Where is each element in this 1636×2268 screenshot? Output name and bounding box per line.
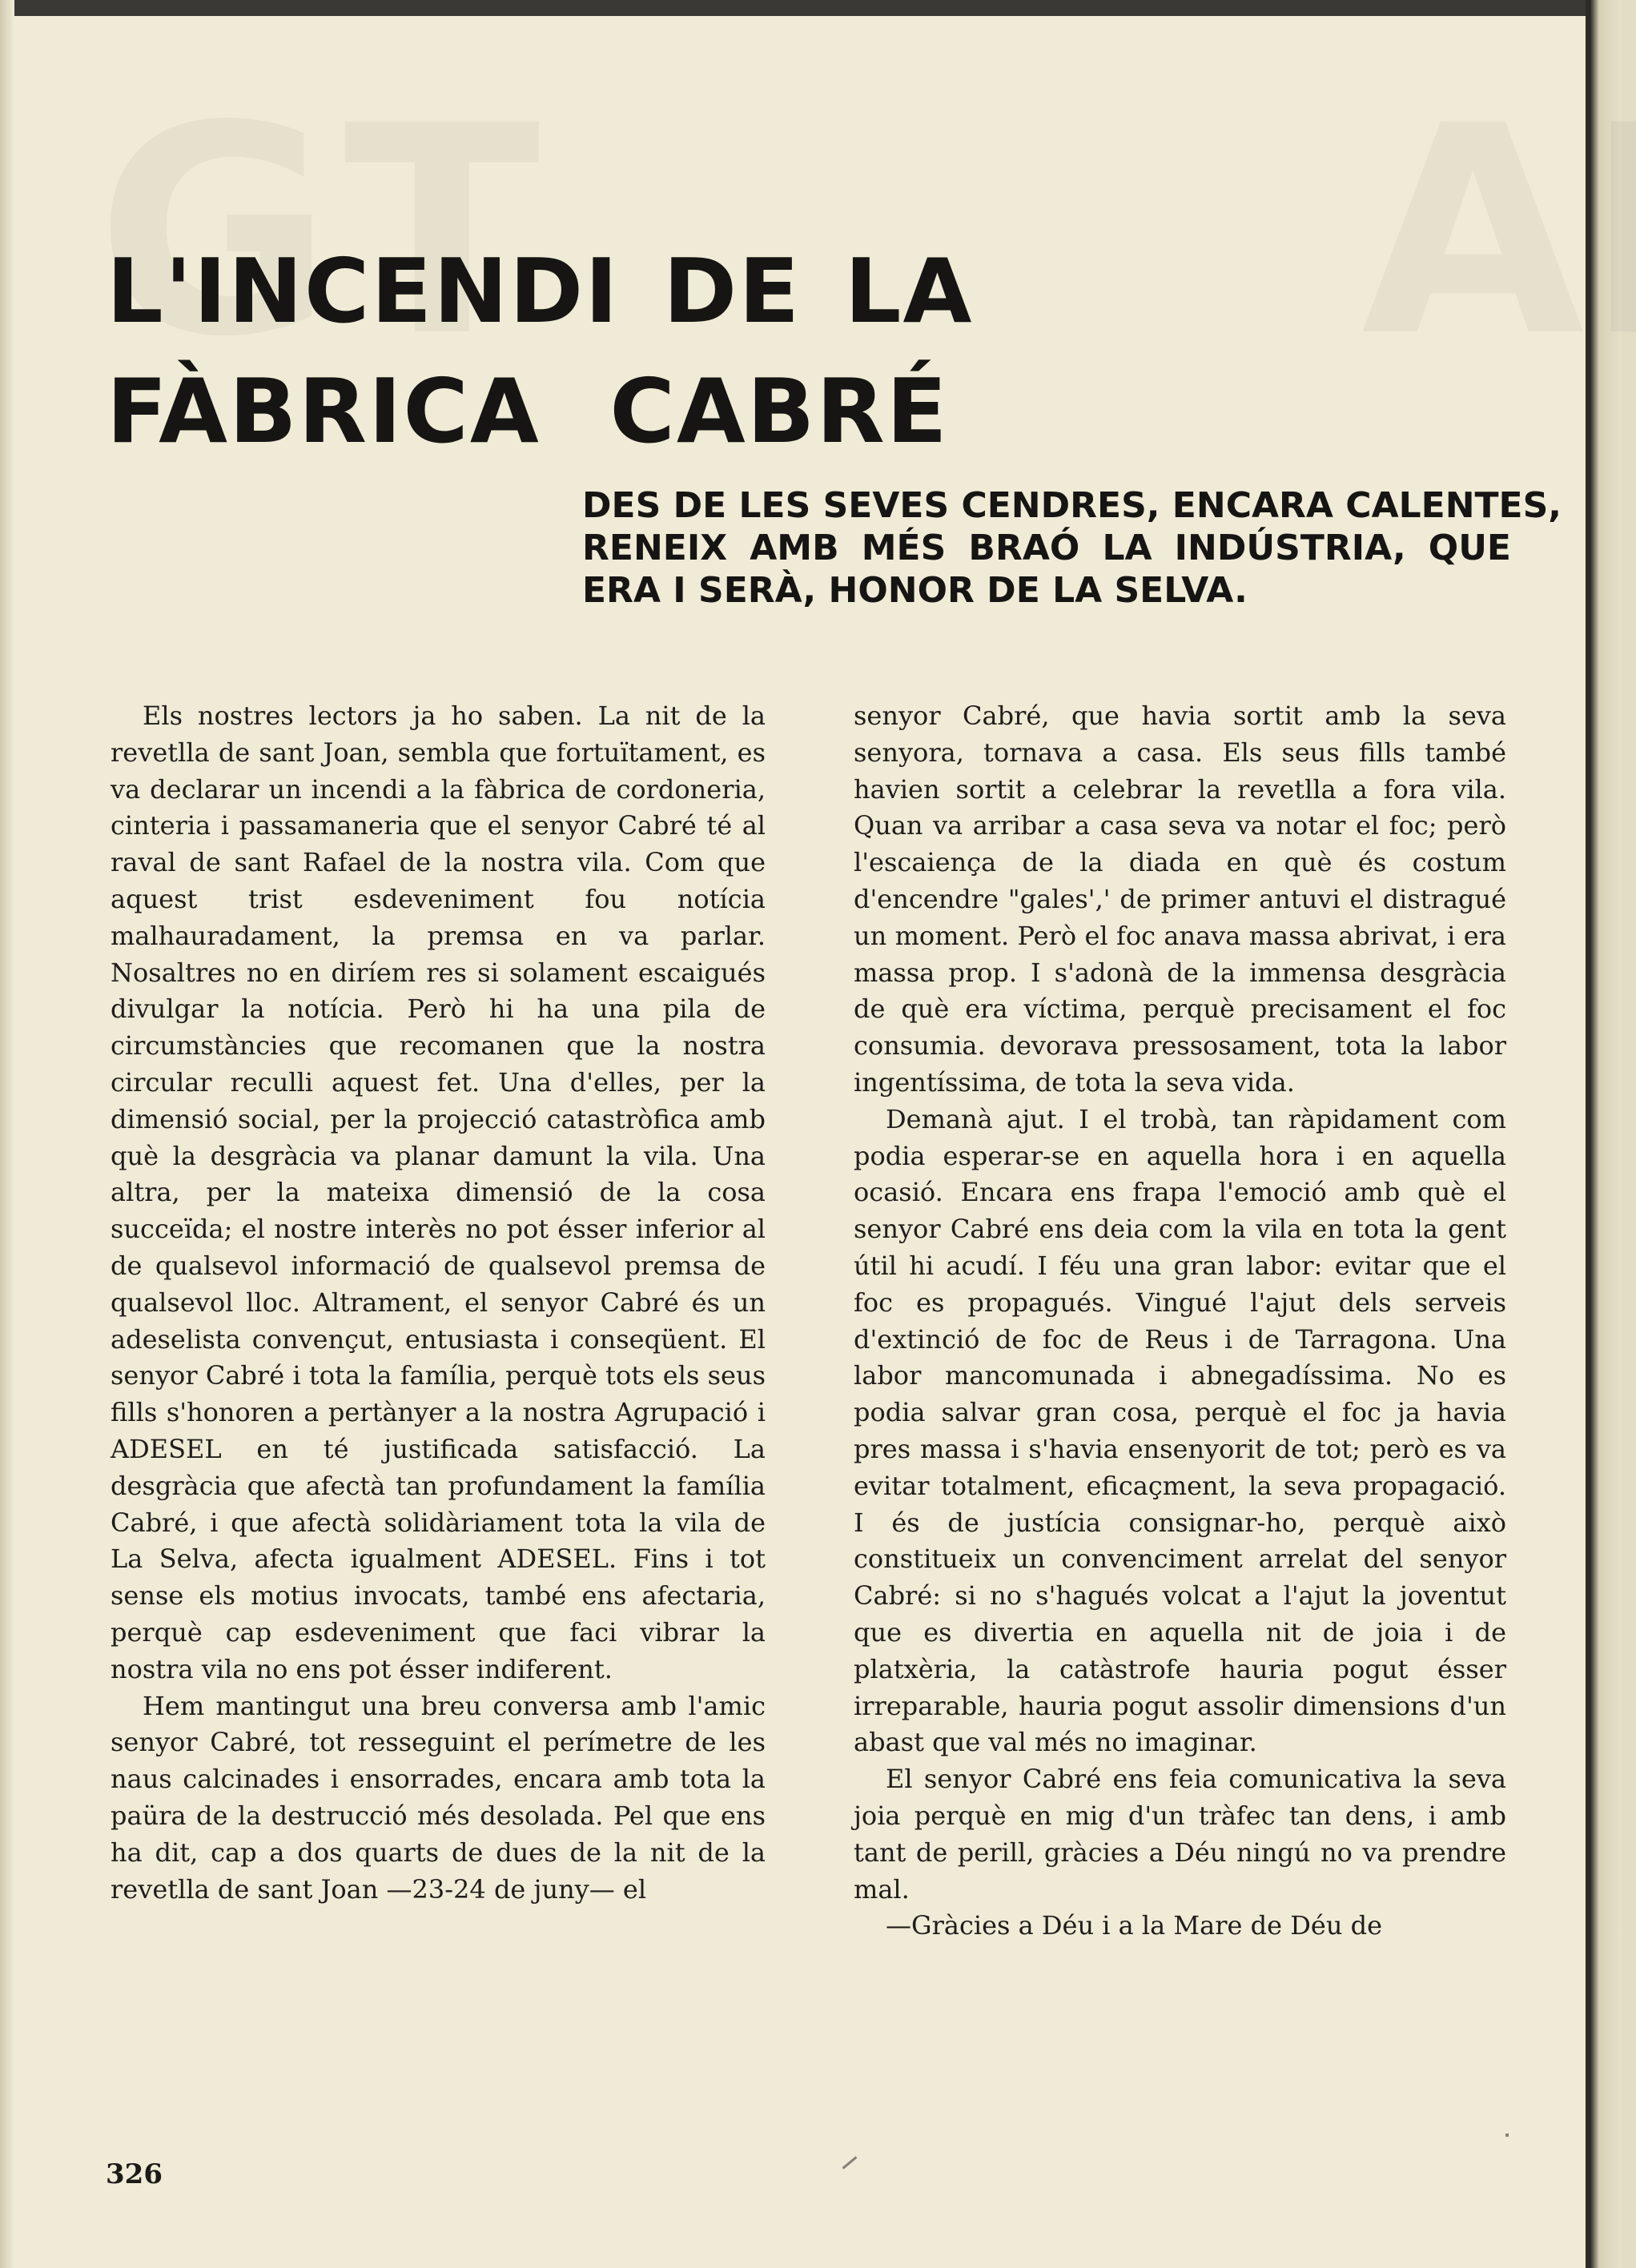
article-column-right bbox=[854, 698, 1506, 1945]
article-subtitle bbox=[582, 484, 1562, 612]
page-number: 326 bbox=[106, 2158, 163, 2190]
article-paragraph: senyor Cabré, que havia sortit amb la seva senyora, tornava a casa. Els seus fills també havien sortit a celebrar la revetlla a fora vila. Quan va arribar a casa seva va notar el foc; però l'escaiença de la diada en què és costum d'encendre "gales',' de primer antuvi el distragué un moment. Però el foc anava massa abrivat, i era massa prop. I s'adonà de la immensa desgràcia de què era víctima, perquè precisament el foc consumia. devorava pressosament, tota la labor ingentíssima, de tota la seva vida. bbox=[854, 700, 1506, 1098]
article-paragraph: —Gràcies a Déu i a la Mare de Déu de bbox=[886, 1910, 1383, 1941]
article-paragraph: Els nostres lectors ja ho saben. La nit de la revetlla de sant Joan, sembla que fortuïtament, es va declarar un incendi a la fàbrica de cordoneria, cinteria i passamaneria que el senyor Cabré té al raval de sant Rafael de la nostra vila. Com que aquest trist esdeveniment fou notícia malhauradament, la premsa en va parlar. Nosaltres no en diríem res si solament escaigués divulgar la notícia. Però hi ha una pila de circumstàncies que recomanen que la nostra circular reculli aquest fet. Una d'elles, per la dimensió social, per la projecció catastròfica amb què la desgràcia va planar damunt la vila. Una altra, per la mateixa dimensió de la cosa succeïda; el nostre interès no pot ésser inferior al de qualsevol informació de qualsevol premsa de qualsevol lloc. Altrament, el senyor Cabré és un adeselista convençut, entusiasta i conseqüent. El senyor Cabré i tota la família, perquè tots els seus fills s'honoren a pertànyer a la nostra Agrupació i ADESEL en té justificada satisfacció. La desgràcia que afectà tan profundament la família Cabré, i que afectà solidàriament tota la vila de La Selva, afecta igualment ADESEL. Fins i tot sense els motius invocats, també ens afectaria, perquè cap esdeveniment que faci vibrar la nostra vila no ens pot ésser indiferent. bbox=[111, 700, 766, 1684]
scan-speck bbox=[1505, 2134, 1509, 2137]
article-subtitle-line: ERA I SERÀ, HONOR DE LA SELVA. bbox=[582, 570, 1248, 611]
article-title-line-1: L'INCENDI DE LA bbox=[107, 240, 974, 343]
article-paragraph: Hem mantingut una breu conversa amb l'amic senyor Cabré, tot resseguint el perímetre de les naus calcinades i ensorrades, encara amb tota la paüra de la destrucció més desolada. Pel que ens ha dit, cap a dos quarts de dues de la nit de la revetlla de sant Joan —23-24 de juny— el bbox=[111, 1690, 766, 1905]
article-paragraph: Demanà ajut. I el trobà, tan ràpidament com podia esperar-se en aquella hora i en aquella ocasió. Encara ens frapa l'emoció amb què el senyor Cabré ens deia com la vila en tota la gent útil hi acudí. I féu una gran labor: evitar que el foc es propagués. Vingué l'ajut dels serveis d'extinció de foc de Reus i de Tarragona. Una labor mancomunada i abnegadíssima. No es podia salvar gran cosa, perquè el foc ja havia pres massa i s'havia ensenyorit de tot; però es va evitar totalment, eficaçment, la seva propagació. I és de justícia consignar-ho, perquè això constitueix un convenciment arrelat del senyor Cabré: si no s'hagués volcat a l'ajut la joventut que es divertia en aquella nit de joia i de platxèria, la catàstrofe hauria pogut ésser irreparable, hauria pogut assolir dimensions d'un abast que val més no imaginar. bbox=[854, 1103, 1506, 1758]
article-paragraph: El senyor Cabré ens feia comunicativa la seva joia perquè en mig d'un tràfec tan dens, i amb tant de perill, gràcies a Déu ningú no va prendre mal. bbox=[854, 1764, 1506, 1905]
article-column-left bbox=[111, 698, 766, 1908]
article-title-line-2: FÀBRICA CABRÉ bbox=[107, 360, 949, 464]
show-through-watermark-right bbox=[1361, 64, 1636, 399]
scan-speck bbox=[842, 2156, 858, 2169]
article-subtitle-line: RENEIX AMB MÉS BRAÓ LA INDÚSTRIA, QUE bbox=[582, 528, 1511, 568]
scan-top-border bbox=[0, 0, 1636, 16]
article-subtitle-line: DES DE LES SEVES CENDRES, ENCARA CALENTES, bbox=[582, 485, 1562, 526]
article-title bbox=[107, 232, 974, 472]
scan-left-shadow bbox=[0, 0, 14, 2268]
